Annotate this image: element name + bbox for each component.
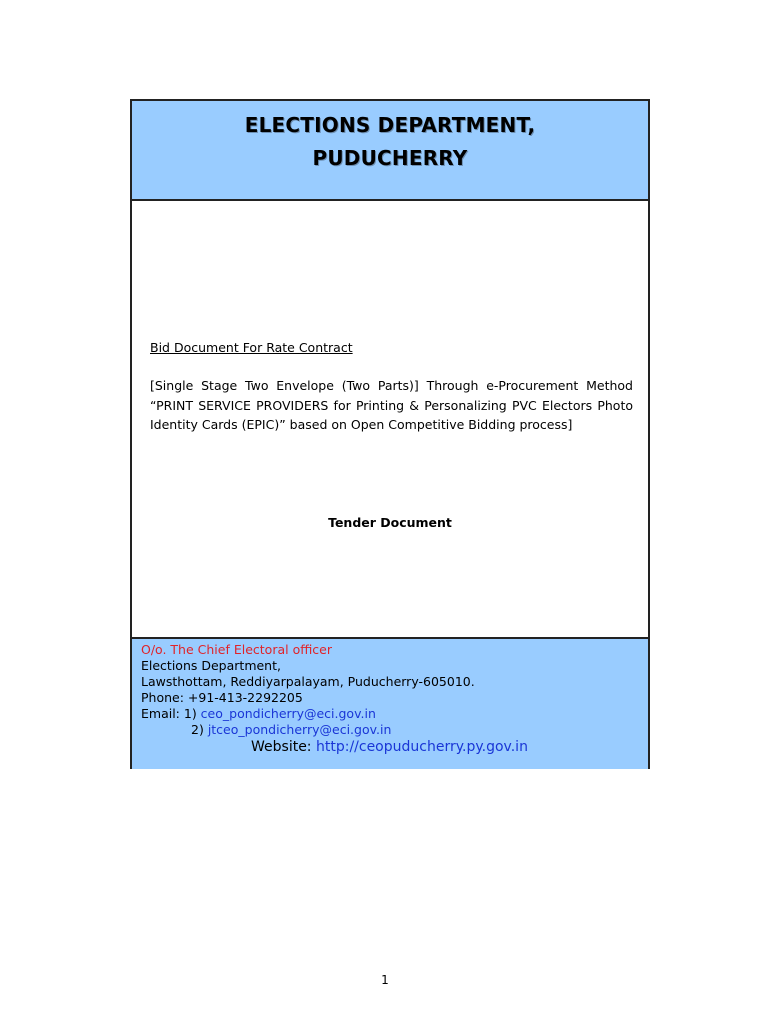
website-row (141, 738, 648, 756)
website-label: Website: (251, 739, 316, 755)
tender-document-label: Tender Document (328, 515, 452, 530)
bid-document-title: Bid Document For Rate Contract (150, 340, 353, 355)
document-body (132, 201, 648, 637)
contact-band (132, 637, 648, 769)
page-number: 1 (381, 973, 389, 987)
phone: Phone: +91-413-2292205 (141, 690, 303, 705)
email-prefix-2: 2) (191, 722, 208, 737)
header-band (132, 101, 648, 201)
address: Lawsthottam, Reddiyarpalayam, Puducherry-605010. (141, 674, 475, 689)
department-name: Elections Department, (141, 658, 281, 673)
office-name: O/o. The Chief Electoral officer (141, 642, 332, 657)
website-link[interactable]: http://ceopuducherry.py.gov.in (315, 739, 528, 755)
email-row-2 (141, 722, 648, 738)
document-frame (130, 99, 650, 769)
email-link-2[interactable]: jtceo_pondicherry@eci.gov.in (207, 722, 392, 737)
email-link-1[interactable]: ceo_pondicherry@eci.gov.in (200, 706, 376, 721)
email-row-1 (141, 706, 648, 722)
email-prefix-1: Email: 1) (141, 706, 201, 721)
department-title-line-2: PUDUCHERRY (312, 146, 468, 170)
bid-description: [Single Stage Two Envelope (Two Parts)] Through e-Procurement Method “PRINT SERVICE PROVIDERS for Printing & Personalizing PVC Electors Photo Identity Cards (EPIC)” based on Open Competitive Bidding process] (150, 378, 633, 432)
department-title-line-1: ELECTIONS DEPARTMENT, (244, 113, 536, 137)
